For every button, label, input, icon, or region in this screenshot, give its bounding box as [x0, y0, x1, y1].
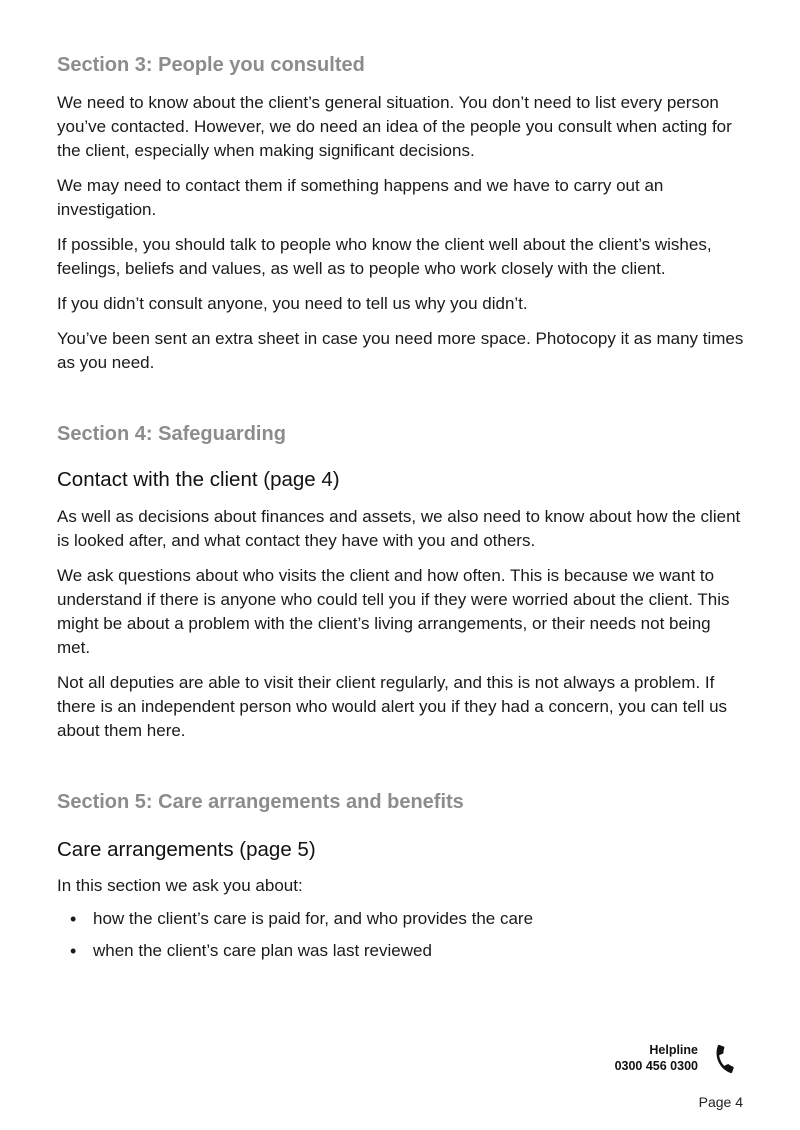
section-5-bullet-list	[57, 907, 747, 963]
helpline-text	[615, 1042, 698, 1074]
section-4-paragraph: We ask questions about who visits the client and how often. This is because we want to understand if there is anyone who could tell you if they were worried about the client. This might be about a problem with the client’s living arrangements, or their needs not being met.	[57, 566, 730, 657]
section-4-subheading: Contact with the client (page 4)	[57, 468, 340, 491]
section-4-heading: Section 4: Safeguarding	[57, 423, 286, 445]
section-3-paragraph: You’ve been sent an extra sheet in case you need more space. Photocopy it as many times as you need.	[57, 329, 744, 372]
helpline-label: Helpline	[649, 1043, 698, 1057]
section-5-intro: In this section we ask you about:	[57, 876, 303, 895]
page-number: Page 4	[698, 1094, 743, 1110]
section-3-paragraph: If you didn’t consult anyone, you need to tell us why you didn’t.	[57, 294, 528, 313]
section-3-paragraph: We may need to contact them if something happens and we have to carry out an investigation.	[57, 176, 664, 219]
section-4-paragraph: Not all deputies are able to visit their client regularly, and this is not always a problem. If there is an independent person who would alert you if they had a concern, you can tell us about them here.	[57, 673, 728, 740]
list-item: • how the client’s care is paid for, and who provides the care	[57, 907, 747, 931]
section-3-paragraph: We need to know about the client’s general situation. You don’t need to list every person you’ve contacted. However, we do need an idea of the people you consult when acting for the client, especially when making significant decisions.	[57, 93, 732, 160]
helpline-number: 0300 456 0300	[614, 1059, 698, 1073]
phone-icon	[710, 1044, 740, 1074]
section-5-heading: Section 5: Care arrangements and benefits	[57, 791, 464, 813]
section-3-heading: Section 3: People you consulted	[57, 54, 365, 76]
document-page	[57, 52, 747, 963]
helpline-block	[540, 1042, 740, 1078]
list-item: • when the client’s care plan was last reviewed	[57, 939, 747, 963]
section-5-subheading: Care arrangements (page 5)	[57, 838, 316, 861]
section-4-paragraph: As well as decisions about finances and assets, we also need to know about how the client is looked after, and what contact they have with you and others.	[57, 507, 741, 550]
section-3-paragraph: If possible, you should talk to people who know the client well about the client’s wishes, feelings, beliefs and values, as well as to people who work closely with the client.	[57, 235, 712, 278]
